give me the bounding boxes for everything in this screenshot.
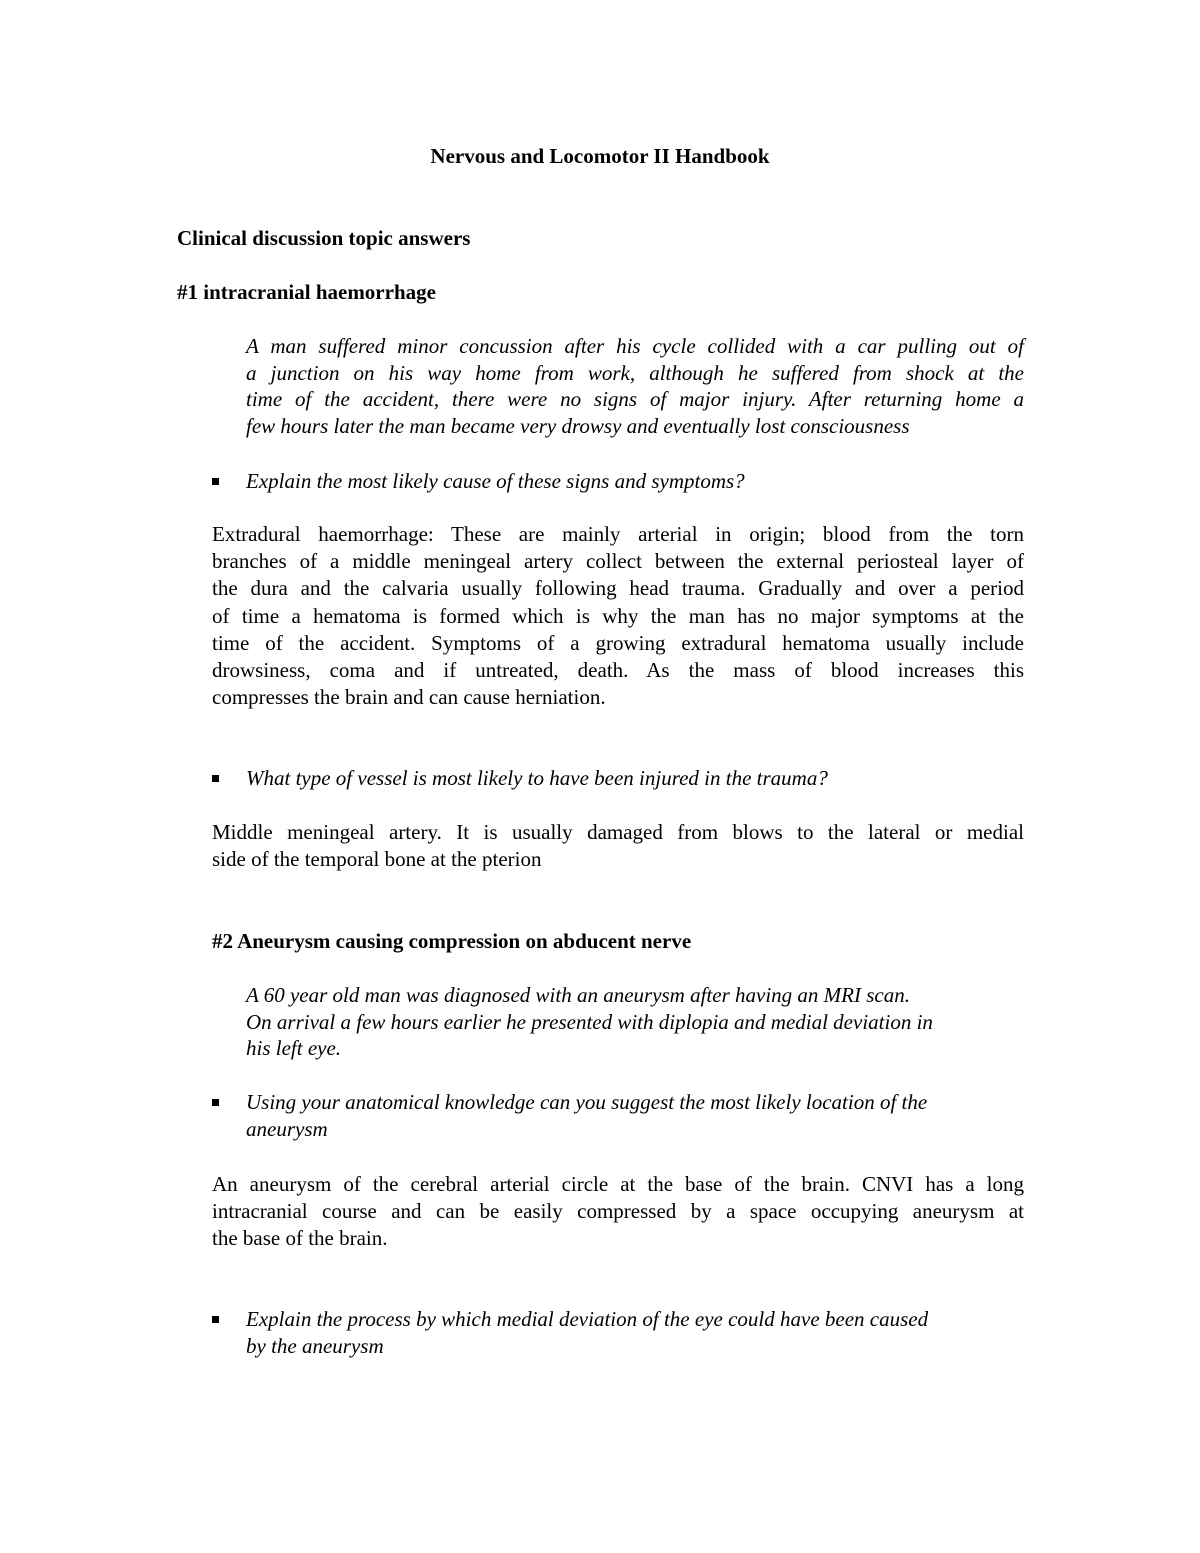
- answer-line: Extradural haemorrhage: These are mainly arterial in origin; blood from the torn: [212, 522, 1024, 546]
- question-line: Explain the process by which medial deviation of the eye could have been caused: [246, 1307, 929, 1331]
- answer-line: drowsiness, coma and if untreated, death. As the mass of blood increases this: [212, 658, 1024, 683]
- scenario-line: a junction on his way home from work, although he suffered from shock at the: [246, 360, 1024, 385]
- answer-line: compresses the brain and can cause herniation.: [212, 685, 606, 710]
- square-bullet-icon: [212, 775, 219, 782]
- question-line: Using your anatomical knowledge can you suggest the most likely location of the: [246, 1090, 928, 1114]
- answer-line: the base of the brain.: [212, 1226, 388, 1251]
- scenario-line: A 60 year old man was diagnosed with an aneurysm after having an MRI scan.: [246, 983, 910, 1007]
- answer-line: branches of a middle meningeal artery collect between the external periosteal layer of: [212, 549, 1024, 574]
- answer-line: Middle meningeal artery. It is usually damaged from blows to the lateral or medial: [212, 820, 1024, 844]
- scenario-line: A man suffered minor concussion after his cycle collided with a car pulling out of: [246, 334, 1024, 358]
- question-line: Explain the most likely cause of these signs and symptoms?: [246, 469, 745, 493]
- topic1-heading: #1 intracranial haemorrhage: [177, 280, 436, 304]
- square-bullet-icon: [212, 478, 219, 485]
- question-line: by the aneurysm: [246, 1333, 384, 1358]
- question-line: What type of vessel is most likely to have been injured in the trauma?: [246, 766, 828, 790]
- answer-line: side of the temporal bone at the pterion: [212, 847, 542, 872]
- scenario-line: his left eye.: [246, 1036, 342, 1060]
- scenario-line: few hours later the man became very drowsy and eventually lost consciousness: [246, 413, 910, 438]
- answer-line: of time a hematoma is formed which is why the man has no major symptoms at the: [212, 603, 1024, 628]
- answer-line: intracranial course and can be easily compressed by a space occupying aneurysm at: [212, 1199, 1024, 1224]
- document-title: Nervous and Locomotor II Handbook: [430, 144, 770, 168]
- topic2-answer-1: [212, 1171, 1024, 1253]
- topic1-answer-2: [212, 819, 1024, 873]
- answer-line: An aneurysm of the cerebral arterial circle at the base of the brain. CNVI has a long: [212, 1172, 1024, 1196]
- question-line: aneurysm: [246, 1116, 328, 1141]
- square-bullet-icon: [212, 1316, 219, 1323]
- topic2-heading: #2 Aneurysm causing compression on abducent nerve: [212, 929, 692, 953]
- square-bullet-icon: [212, 1099, 219, 1106]
- topic1-answer-1: [212, 521, 1024, 711]
- topic1-scenario: [246, 333, 1024, 439]
- scenario-line: time of the accident, there were no signs of major injury. After returning home a: [246, 387, 1024, 411]
- answer-line: time of the accident. Symptoms of a growing extradural hematoma usually include: [212, 630, 1024, 655]
- section-heading: Clinical discussion topic answers: [177, 226, 471, 250]
- answer-line: the dura and the calvaria usually following head trauma. Gradually and over a period: [212, 576, 1024, 601]
- scenario-line: On arrival a few hours earlier he presented with diplopia and medial deviation in: [246, 1009, 933, 1034]
- topic2-scenario: [246, 982, 1024, 1062]
